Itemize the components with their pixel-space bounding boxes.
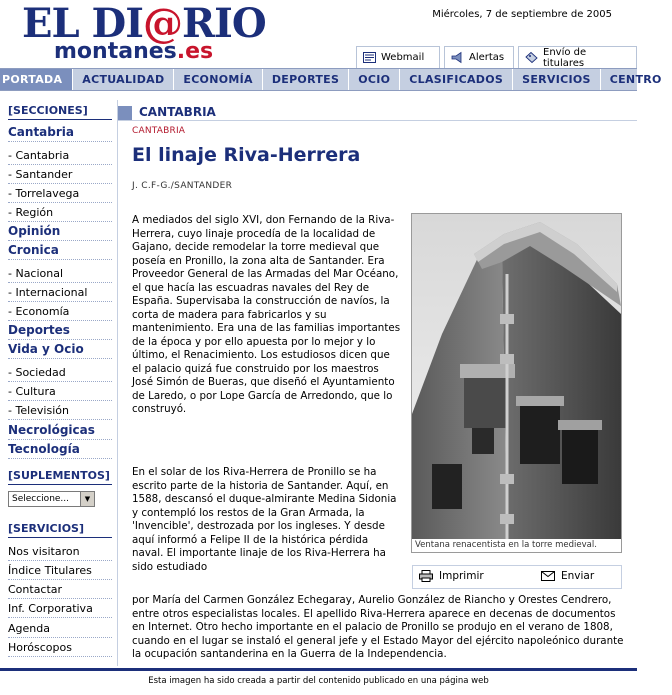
- sidebar-servicio-item[interactable]: Horóscopos: [8, 639, 112, 657]
- footer-note: Esta imagen ha sido creada a partir del contenido publicado en una página web: [148, 676, 489, 686]
- header-date: Miércoles, 7 de septiembre de 2005: [432, 9, 612, 20]
- nav-economia[interactable]: ECONOMÍA: [174, 69, 262, 90]
- sidebar-item[interactable]: Vida y Ocio: [8, 341, 112, 359]
- footer-divider: [0, 668, 637, 671]
- printer-icon: [419, 570, 433, 582]
- sidebar-servicio-item[interactable]: Nos visitaron: [8, 543, 112, 561]
- envelope-icon: [541, 571, 555, 581]
- sidebar-item[interactable]: Opinión: [8, 223, 112, 241]
- sidebar-item[interactable]: - Cantabria: [8, 147, 112, 165]
- logo-tld: .es: [176, 39, 214, 64]
- sidebar-item[interactable]: - Torrelavega: [8, 185, 112, 203]
- article-kicker: CANTABRIA: [132, 126, 186, 136]
- sidebar-item[interactable]: - Internacional: [8, 284, 112, 302]
- sidebar-divider: [117, 100, 118, 666]
- send-label: Enviar: [561, 570, 595, 582]
- article-byline: J. C.F-G./SANTANDER: [132, 181, 233, 191]
- nav-actualidad[interactable]: ACTUALIDAD: [73, 69, 174, 90]
- sidebar-item[interactable]: Cantabria: [8, 124, 112, 142]
- site-header: [0, 0, 637, 68]
- suplementos-select[interactable]: [8, 491, 95, 507]
- logo-text-b: RIO: [181, 0, 266, 47]
- sidebar-item[interactable]: - Región: [8, 204, 112, 222]
- main-nav: [0, 68, 662, 91]
- sidebar-item[interactable]: - Televisión: [8, 402, 112, 420]
- chevron-down-icon[interactable]: ▼: [80, 492, 94, 506]
- article-tools: [412, 565, 622, 589]
- logo-text-a: EL DI: [22, 0, 143, 47]
- sidebar-item[interactable]: Necrológicas: [8, 422, 112, 440]
- article-paragraph: A mediados del siglo XVI, don Fernando de la Riva-Herrera, cuyo linaje procedía de la localidad de Gajano, decide remodelar la torre medieval que poseía en Pronillo, la zona alta de Santander. Era Proveedor General de las Armadas del Mar Océano, el que hacía las escuadras navales del Rey de España. Supervisaba la construcción de navíos, la corta de madera para fabricarlos y su mantenimiento. Era una de las familias importantes de la época y por ello apuesta por lo mejor y lo último, el Renacimiento. Los estudiosos dicen que el palacio quizá fue construido por los maestros José Simón de Bueras, que diseñó el Ayuntamiento de Laredo, o por Lope García de Arredondo, que lo construyó.: [132, 214, 401, 415]
- site-logo[interactable]: [8, 2, 288, 66]
- envio-titulares-link[interactable]: [518, 46, 637, 68]
- sidebar-item[interactable]: - Nacional: [8, 265, 112, 283]
- alertas-label: Alertas: [469, 52, 505, 63]
- sidebar-servicio-item[interactable]: Índice Titulares: [8, 562, 112, 580]
- article-title: El linaje Riva-Herrera: [132, 144, 361, 166]
- envio-label: Envío de titulares: [543, 46, 587, 69]
- sidebar-item[interactable]: Cronica: [8, 242, 112, 260]
- nav-portada[interactable]: PORTADA: [0, 69, 73, 90]
- alertas-link[interactable]: [444, 46, 514, 68]
- sidebar-item[interactable]: - Cultura: [8, 383, 112, 401]
- webmail-label: Webmail: [381, 52, 425, 63]
- print-label: Imprimir: [439, 570, 484, 582]
- section-title: CANTABRIA: [139, 105, 216, 119]
- section-header: [118, 104, 637, 121]
- webmail-icon: [363, 52, 376, 63]
- sidebar-item[interactable]: - Economía: [8, 303, 112, 321]
- sidebar-servicio-item[interactable]: Contactar: [8, 581, 112, 599]
- photo-caption: Ventana renacentista en la torre medieval.: [412, 539, 621, 552]
- alert-icon: [451, 52, 464, 63]
- nav-servicios[interactable]: SERVICIOS: [513, 69, 601, 90]
- nav-deportes[interactable]: DEPORTES: [263, 69, 349, 90]
- sidebar-secciones-head: [SECCIONES]: [8, 102, 112, 120]
- sidebar-item[interactable]: - Sociedad: [8, 364, 112, 382]
- article-paragraph: En el solar de los Riva-Herrera de Pronillo se ha escrito parte de la historia de Santander. Aquí, en 1588, descansó el duque-almirante Medina Sidonia y contempló los restos de la Gran Armada, la 'Invencible', destrozada por los ingleses. Y desde aquí informó a Felipe II de la histórica pérdida naval. El importante linaje de los Riva-Herrera ha sido estudiado: [132, 466, 397, 573]
- select-value: Seleccione...: [12, 494, 70, 504]
- article-paragraph: por María del Carmen González Echegaray, Aurelio González de Riancho y Orestes Cendrero, entre otros especialistas locales. El apellido Riva-Herrera aparece en decenas de documentos en Internet. Otro hecho importante en el palacio de Pronillo se produjo en el verano de 1808, cuando en el lugar se instaló el general jefe y el Estado Mayor del ejército napoleónico durante la ocupación santanderina en la Guerra de la Independencia.: [132, 594, 624, 660]
- envelope-tag-icon: [525, 52, 538, 63]
- section-square-icon: [118, 106, 132, 120]
- tower-photo-image: [412, 214, 621, 539]
- nav-ocio[interactable]: OCIO: [349, 69, 400, 90]
- nav-clasificados[interactable]: CLASIFICADOS: [400, 69, 513, 90]
- sidebar-servicio-item[interactable]: Agenda: [8, 620, 112, 638]
- sidebar-servicio-item[interactable]: Inf. Corporativa: [8, 600, 112, 618]
- logo-at: @: [142, 0, 182, 47]
- webmail-link[interactable]: [356, 46, 440, 68]
- send-button[interactable]: [541, 570, 594, 582]
- sidebar-item[interactable]: Tecnología: [8, 441, 112, 459]
- sidebar-servicios-head: [SERVICIOS]: [8, 520, 112, 538]
- print-button[interactable]: [419, 570, 484, 582]
- nav-centro[interactable]: CENTRO: [601, 69, 672, 90]
- sidebar-item[interactable]: - Santander: [8, 166, 112, 184]
- sidebar-suplementos-head: [SUPLEMENTOS]: [8, 467, 112, 485]
- sidebar-item[interactable]: Deportes: [8, 322, 112, 340]
- logo-domain: montanes: [54, 39, 177, 64]
- logo-line2: [54, 40, 213, 64]
- article-photo[interactable]: [411, 213, 622, 553]
